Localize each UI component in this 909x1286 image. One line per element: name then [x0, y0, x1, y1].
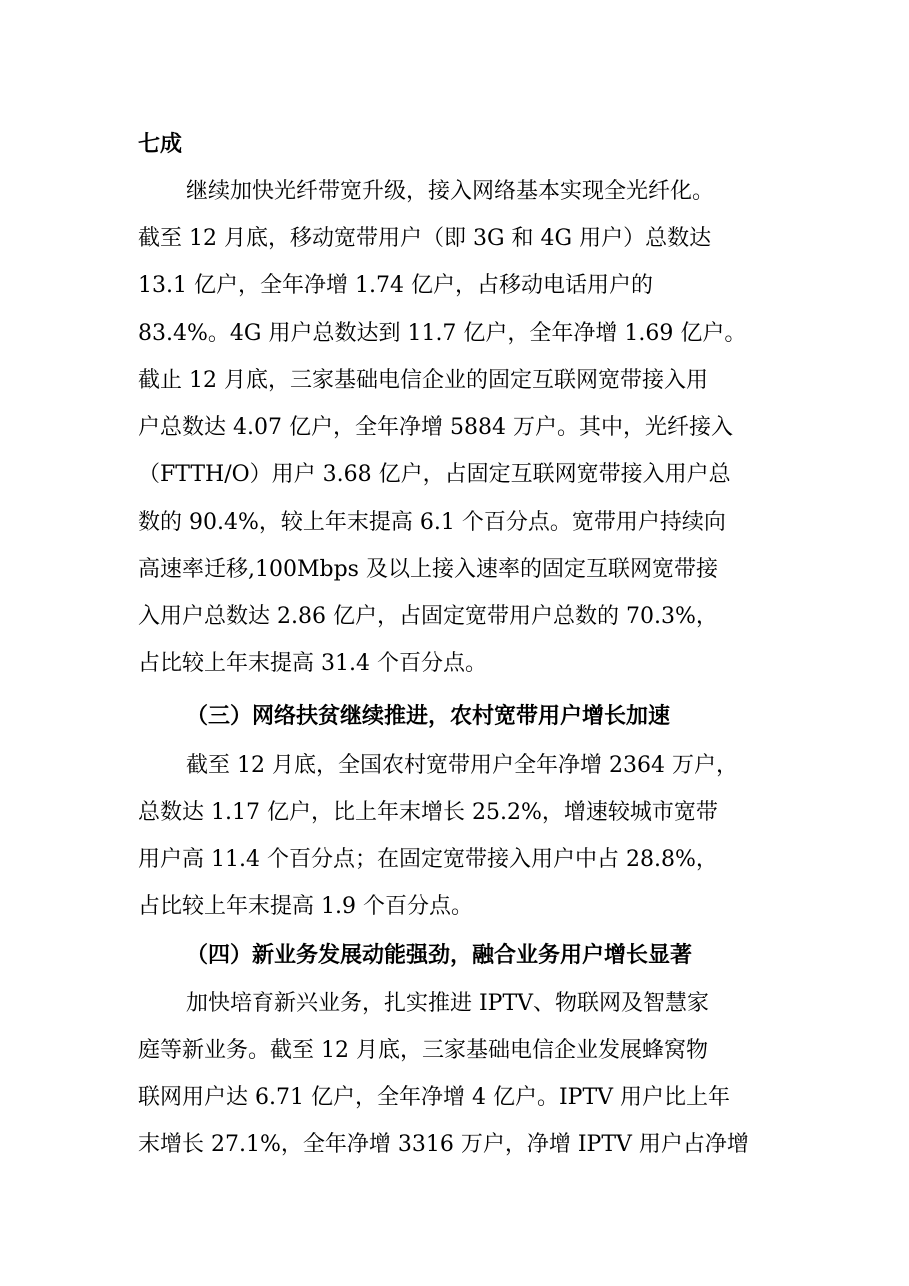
- paragraph-line: 加快培育新兴业务，扎实推进 IPTV、物联网及智慧家: [186, 991, 710, 1016]
- paragraph-line: 联网用户达 6.71 亿户，全年净增 4 亿户。IPTV 用户比上年: [138, 1085, 731, 1110]
- paragraph-line: 总数达 1.17 亿户，比上年末增长 25.2%，增速较城市宽带: [138, 800, 718, 825]
- paragraph-line: 用户高 11.4 个百分点；在固定宽带接入用户中占 28.8%，: [138, 847, 718, 872]
- paragraph-line: 继续加快光纤带宽升级，接入网络基本实现全光纤化。: [186, 179, 715, 204]
- paragraph-line: 入用户总数达 2.86 亿户，占固定宽带用户总数的 70.3%，: [138, 604, 718, 629]
- paragraph-line: 庭等新业务。截至 12 月底，三家基础电信企业发展蜂窝物: [138, 1038, 708, 1063]
- section-heading-3: （三）网络扶贫继续推进，农村宽带用户增长加速: [186, 704, 671, 729]
- paragraph-line: 占比较上年末提高 31.4 个百分点。: [138, 651, 487, 676]
- paragraph-line: 高速率迁移,100Mbps 及以上接入速率的固定互联网宽带接: [138, 557, 718, 582]
- paragraph-line: 13.1 亿户，全年净增 1.74 亿户，占移动电话用户的: [138, 273, 653, 298]
- paragraph-line: 末增长 27.1%，全年净增 3316 万户，净增 IPTV 用户占净增: [138, 1132, 749, 1157]
- section-heading-4: （四）新业务发展动能强劲，融合业务用户增长显著: [186, 943, 693, 968]
- paragraph-line: （FTTH/O）用户 3.68 亿户，占固定互联网宽带接入用户总: [138, 462, 731, 487]
- paragraph-line: 截至 12 月底，全国农村宽带用户全年净增 2364 万户，: [186, 753, 738, 778]
- paragraph-line: 占比较上年末提高 1.9 个百分点。: [138, 894, 473, 919]
- paragraph-line: 截至 12 月底，移动宽带用户（即 3G 和 4G 用户）总数达: [138, 226, 712, 251]
- paragraph-line: 户总数达 4.07 亿户，全年净增 5884 万户。其中，光纤接入: [138, 415, 733, 440]
- paragraph-line: 数的 90.4%，较上年末提高 6.1 个百分点。宽带用户持续向: [138, 510, 726, 535]
- continuation-heading: 七成: [138, 132, 183, 157]
- paragraph-line: 截止 12 月底，三家基础电信企业的固定互联网宽带接入用: [138, 368, 708, 393]
- paragraph-line: 83.4%。4G 用户总数达到 11.7 亿户，全年净增 1.69 亿户。: [138, 321, 747, 346]
